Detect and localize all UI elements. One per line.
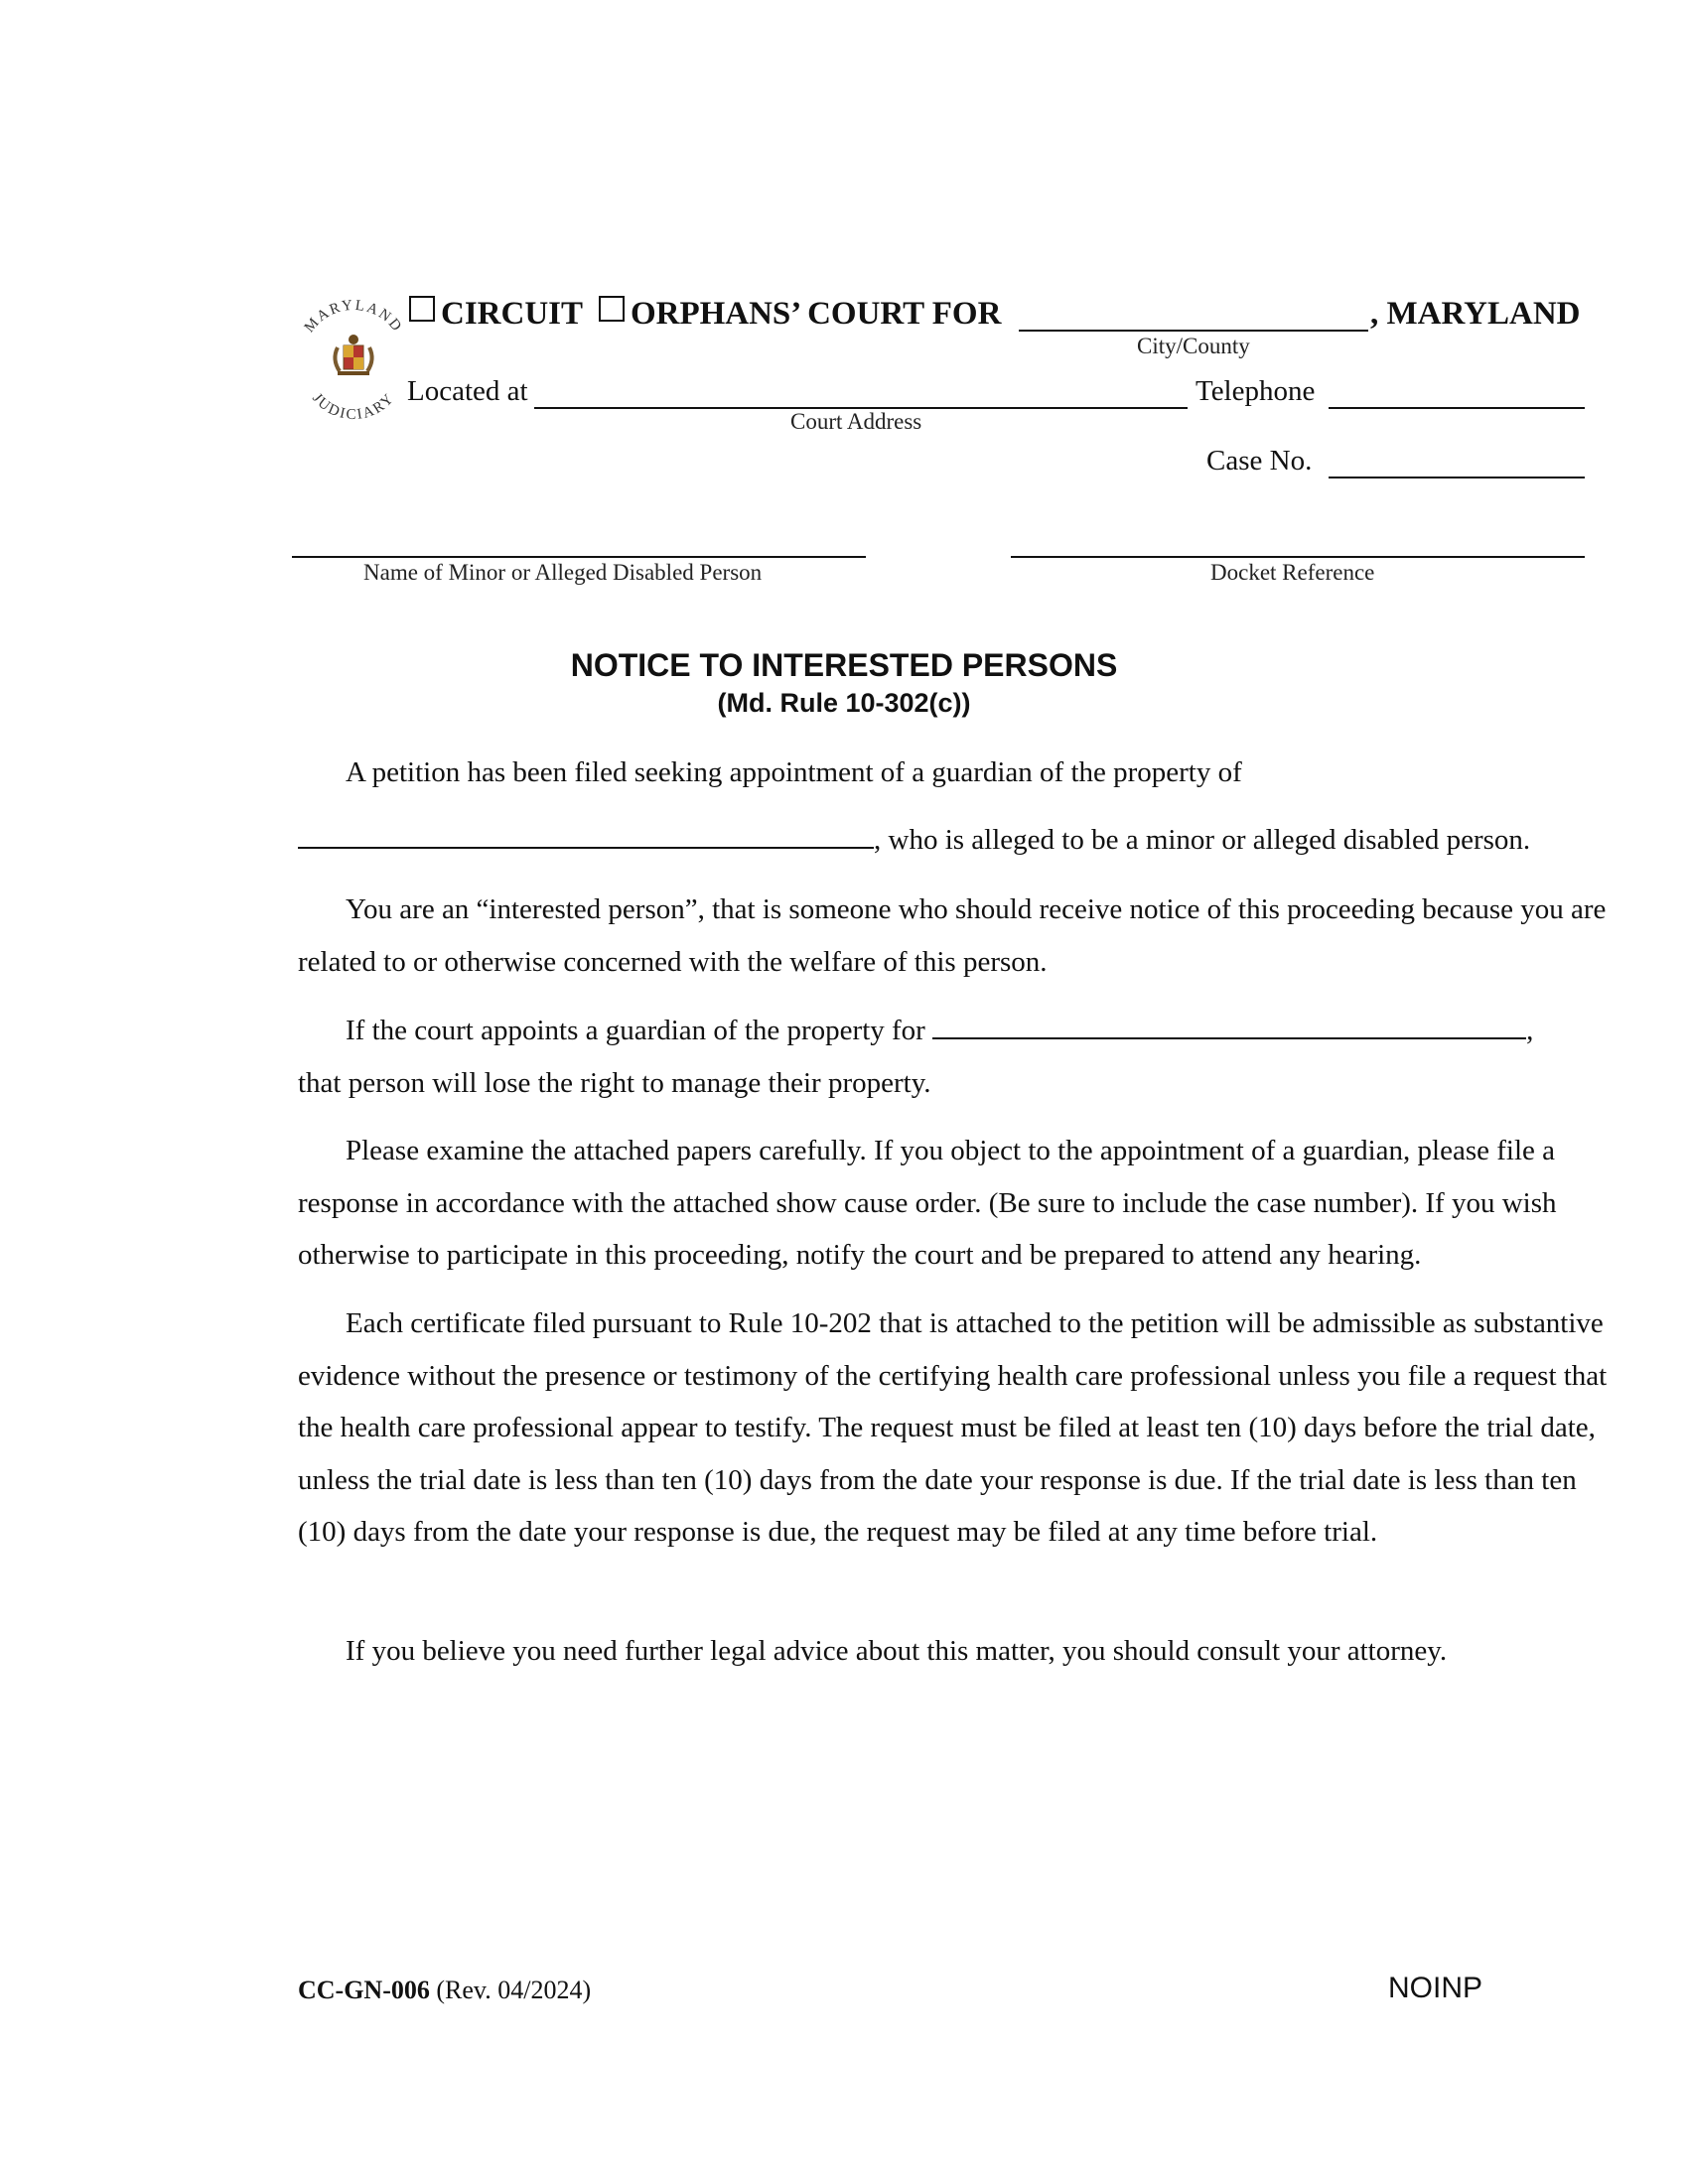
case-no-label: Case No. xyxy=(1206,445,1313,477)
maryland-judiciary-seal xyxy=(294,298,413,427)
form-short-code: NOINP xyxy=(1388,1972,1483,2004)
svg-text:JUDICIARY xyxy=(309,390,398,423)
paragraph-examine-papers xyxy=(298,1125,1618,1282)
paragraph-examine-papers-text: Please examine the attached papers carefully. If you object to the appointment of a guardian, please file a response in accordance with the attached show cause order. (Be sure to include the case number). If you wish otherwise to participate in this proceeding, notify the court and be prepared to attend any hearing. xyxy=(298,1135,1557,1271)
minor-name-label: Name of Minor or Alleged Disabled Person xyxy=(363,560,763,585)
located-at-label: Located at xyxy=(407,375,528,407)
guardian-for-name-field[interactable] xyxy=(932,1036,1526,1039)
paragraph-petition xyxy=(298,747,1618,799)
paragraph-certificate-text: Each certificate filed pursuant to Rule 10-202 that is attached to the petition will be admissible as substantive evidence without the presence or testimony of the certifying health care professional unless you file a request that the health care professional appear to testify. The request must be filed at least ten (10) days before the trial date, unless the trial date is less than ten (10) days from the date your response is due. If the trial date is less than ten (10) days from the date your response is due, the request may be filed at any time before trial. xyxy=(298,1307,1608,1548)
paragraph-legal-advice xyxy=(298,1625,1618,1678)
orphans-court-checkbox[interactable] xyxy=(599,296,625,322)
form-rule-reference: (Md. Rule 10-302(c)) xyxy=(717,688,971,718)
paragraph-petition-line2-text: , who is alleged to be a minor or alleged disabled person. xyxy=(874,824,1531,856)
telephone-label: Telephone xyxy=(1196,375,1316,407)
case-no-field[interactable] xyxy=(1329,453,1585,478)
paragraph-guardian-line1-text: If the court appoints a guardian of the property for xyxy=(346,1015,925,1046)
circuit-checkbox[interactable] xyxy=(409,296,435,322)
paragraph-legal-advice-text: If you believe you need further legal advice about this matter, you should consult your attorney. xyxy=(346,1635,1448,1667)
paragraph-interested-person xyxy=(298,884,1618,988)
court-address-label: Court Address xyxy=(790,409,922,434)
paragraph-certificate xyxy=(298,1297,1624,1559)
form-code-footer xyxy=(298,1976,591,2005)
minor-name-field[interactable] xyxy=(292,534,866,558)
paragraph-guardian-line2: that person will lose the right to manage their property. xyxy=(298,1066,931,1099)
form-revision: (Rev. 04/2024) xyxy=(436,1976,592,2004)
seal-top-text: MARYLAND xyxy=(301,298,406,337)
docket-reference-label: Docket Reference xyxy=(1210,560,1375,585)
court-address-field[interactable] xyxy=(534,383,1188,409)
paragraph-petition-line2 xyxy=(298,814,1618,867)
paragraph-petition-line1: A petition has been filed seeking appointment of a guardian of the property of xyxy=(346,756,1242,788)
form-code: CC-GN-006 xyxy=(298,1976,430,2004)
city-county-label: City/County xyxy=(1137,334,1250,358)
paragraph-guardian-line1 xyxy=(298,1005,1618,1057)
circuit-label: CIRCUIT xyxy=(441,296,583,332)
paragraph-interested-person-text: You are an “interested person”, that is someone who should receive notice of this proceeding because you are related to or otherwise concerned with the welfare of this person. xyxy=(298,893,1607,978)
seal-bottom-text: JUDICIARY xyxy=(309,390,398,424)
telephone-field[interactable] xyxy=(1329,383,1585,409)
svg-text:MARYLAND xyxy=(302,298,406,336)
state-suffix: , MARYLAND xyxy=(1370,296,1581,332)
alleged-person-name-field[interactable] xyxy=(298,846,874,849)
court-selection-line xyxy=(409,296,1001,333)
city-county-field[interactable] xyxy=(1019,304,1368,332)
orphans-court-label: ORPHANS’ COURT FOR xyxy=(630,296,1002,332)
paragraph-guardian-line1-end: , xyxy=(1526,1015,1534,1046)
coat-of-arms-icon xyxy=(335,335,371,375)
paragraph-guardian-appointment xyxy=(298,1005,1618,1109)
form-title: NOTICE TO INTERESTED PERSONS xyxy=(570,647,1118,683)
docket-reference-field[interactable] xyxy=(1011,534,1585,558)
